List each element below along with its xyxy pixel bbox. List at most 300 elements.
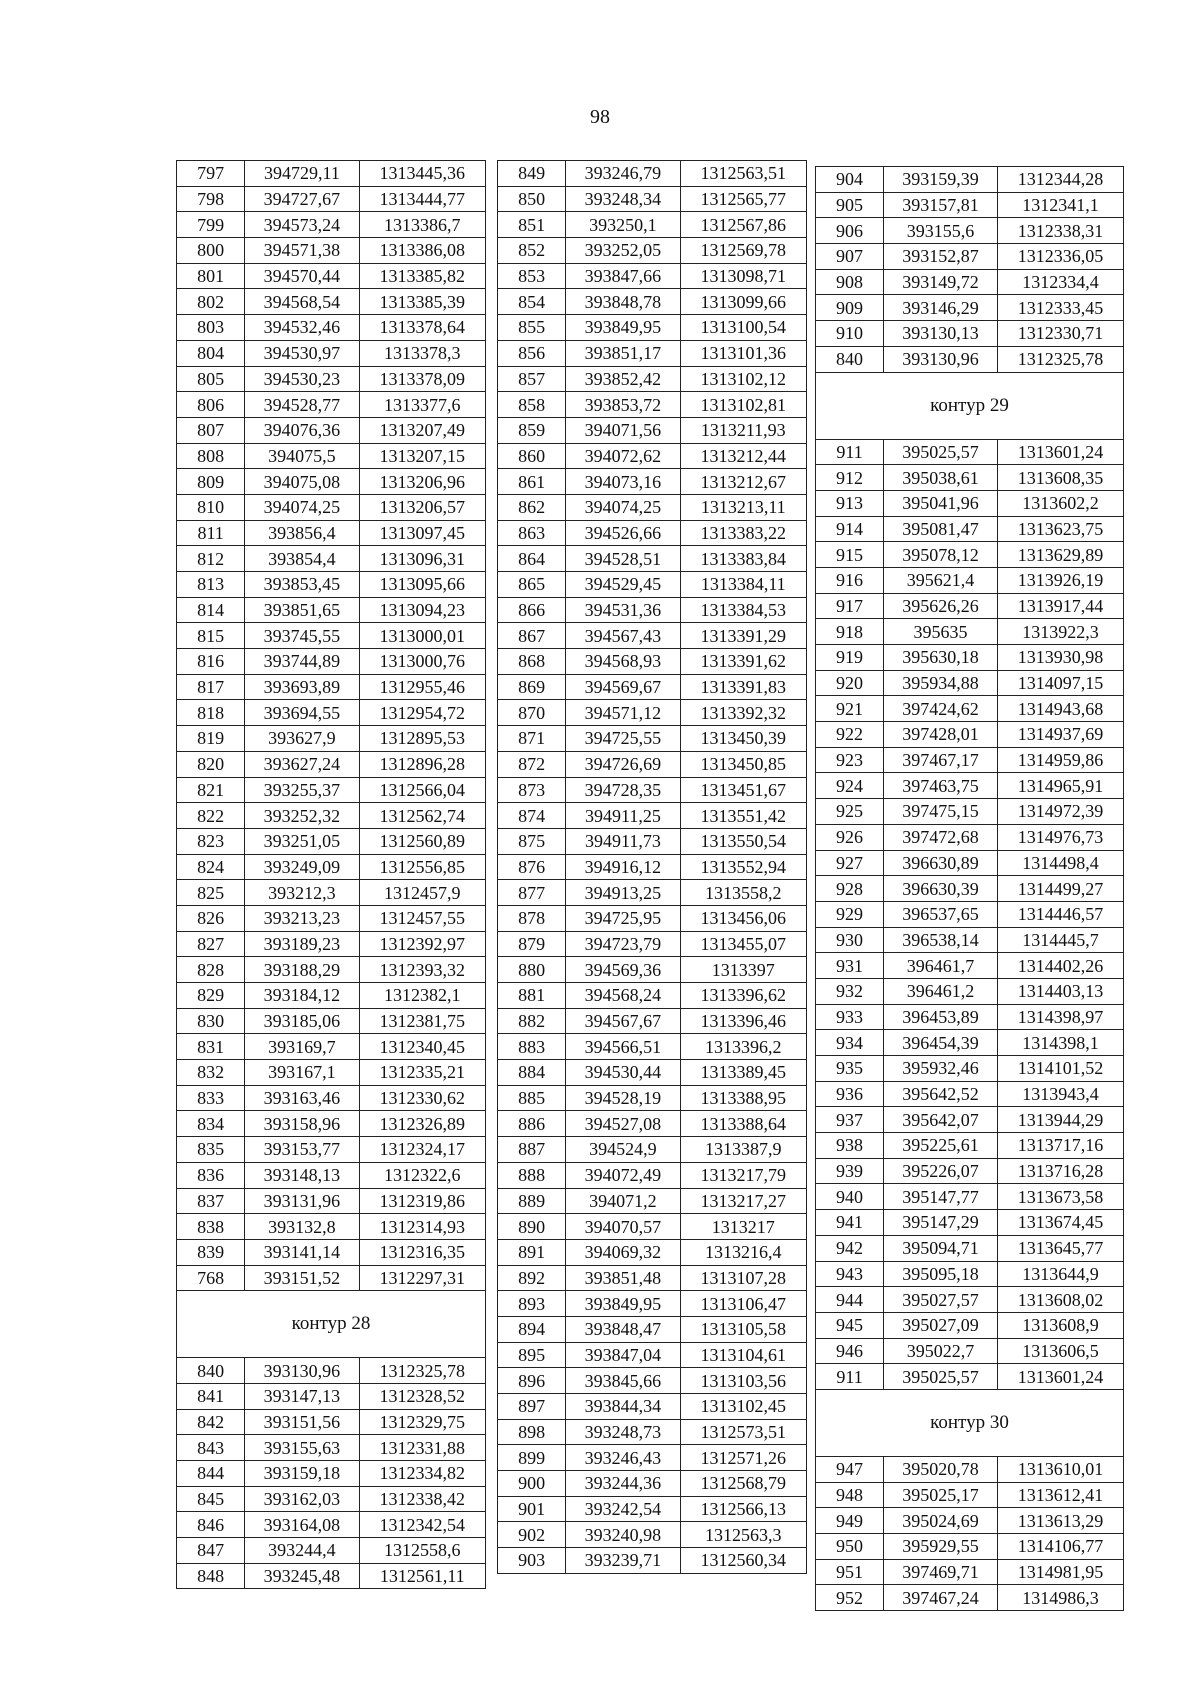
table-row <box>816 1004 1124 1030</box>
table-row <box>177 1034 486 1060</box>
y-coordinate-cell: 1313917,44 <box>997 593 1123 619</box>
point-number-cell: 843 <box>177 1435 245 1461</box>
point-number-cell: 880 <box>498 957 566 983</box>
x-coordinate-cell: 395025,57 <box>884 439 998 465</box>
y-coordinate-cell: 1313383,22 <box>680 520 806 546</box>
y-coordinate-cell: 1312338,31 <box>997 218 1123 244</box>
table-row <box>816 1133 1124 1159</box>
table-row <box>177 597 486 623</box>
x-coordinate-cell: 393132,8 <box>245 1214 359 1240</box>
table-row <box>498 1162 807 1188</box>
point-number-cell: 852 <box>498 238 566 264</box>
point-number-cell: 945 <box>816 1312 884 1338</box>
x-coordinate-cell: 393693,89 <box>245 674 359 700</box>
point-number-cell: 898 <box>498 1419 566 1445</box>
table-row <box>177 700 486 726</box>
x-coordinate-cell: 393147,13 <box>245 1383 359 1409</box>
table-row <box>177 1085 486 1111</box>
point-number-cell: 821 <box>177 777 245 803</box>
y-coordinate-cell: 1313716,28 <box>997 1158 1123 1184</box>
x-coordinate-cell: 395621,4 <box>884 567 998 593</box>
table-row <box>498 366 807 392</box>
point-number-cell: 908 <box>816 269 884 295</box>
page-number: 98 <box>590 106 610 128</box>
x-coordinate-cell: 394569,36 <box>566 957 680 983</box>
x-coordinate-cell: 393848,47 <box>566 1316 680 1342</box>
point-number-cell: 865 <box>498 572 566 598</box>
table-row <box>177 238 486 264</box>
y-coordinate-cell: 1313629,89 <box>997 542 1123 568</box>
table-row <box>177 623 486 649</box>
table-row <box>816 167 1124 193</box>
y-coordinate-cell: 1313387,9 <box>680 1137 806 1163</box>
x-coordinate-cell: 393847,66 <box>566 263 680 289</box>
table-row <box>816 1261 1124 1287</box>
table-row <box>177 392 486 418</box>
point-number-cell: 802 <box>177 289 245 315</box>
table-row <box>816 516 1124 542</box>
table-row <box>177 366 486 392</box>
y-coordinate-cell: 1313644,9 <box>997 1261 1123 1287</box>
point-number-cell: 874 <box>498 803 566 829</box>
point-number-cell: 803 <box>177 315 245 341</box>
point-number-cell: 840 <box>177 1358 245 1384</box>
table-row <box>498 1445 807 1471</box>
point-number-cell: 930 <box>816 927 884 953</box>
y-coordinate-cell: 1312558,6 <box>359 1538 485 1564</box>
point-number-cell: 808 <box>177 443 245 469</box>
y-coordinate-cell: 1314498,4 <box>997 850 1123 876</box>
table-row <box>177 1239 486 1265</box>
y-coordinate-cell: 1313217,27 <box>680 1188 806 1214</box>
y-coordinate-cell: 1313613,29 <box>997 1508 1123 1534</box>
y-coordinate-cell: 1312326,89 <box>359 1111 485 1137</box>
point-number-cell: 952 <box>816 1585 884 1611</box>
table-row <box>816 1534 1124 1560</box>
point-number-cell: 947 <box>816 1456 884 1482</box>
y-coordinate-cell: 1313104,61 <box>680 1342 806 1368</box>
point-number-cell: 875 <box>498 828 566 854</box>
x-coordinate-cell: 397475,15 <box>884 799 998 825</box>
x-coordinate-cell: 393852,42 <box>566 366 680 392</box>
point-number-cell: 904 <box>816 167 884 193</box>
x-coordinate-cell: 394571,38 <box>245 238 359 264</box>
y-coordinate-cell: 1313717,16 <box>997 1133 1123 1159</box>
table-row <box>177 1461 486 1487</box>
y-coordinate-cell: 1313216,4 <box>680 1239 806 1265</box>
point-number-cell: 861 <box>498 469 566 495</box>
point-number-cell: 910 <box>816 321 884 347</box>
table-row <box>816 696 1124 722</box>
x-coordinate-cell: 393130,96 <box>245 1358 359 1384</box>
y-coordinate-cell: 1313377,6 <box>359 392 485 418</box>
table-row <box>816 593 1124 619</box>
point-number-cell: 840 <box>816 346 884 372</box>
x-coordinate-cell: 393745,55 <box>245 623 359 649</box>
point-number-cell: 895 <box>498 1342 566 1368</box>
point-number-cell: 849 <box>498 161 566 187</box>
y-coordinate-cell: 1312297,31 <box>359 1265 485 1291</box>
table-row <box>498 957 807 983</box>
point-number-cell: 877 <box>498 880 566 906</box>
y-coordinate-cell: 1312562,74 <box>359 803 485 829</box>
x-coordinate-cell: 394069,32 <box>566 1239 680 1265</box>
coordinates-table <box>497 160 807 1574</box>
point-number-cell: 888 <box>498 1162 566 1188</box>
y-coordinate-cell: 1313217 <box>680 1214 806 1240</box>
x-coordinate-cell: 394911,73 <box>566 828 680 854</box>
x-coordinate-cell: 394570,44 <box>245 263 359 289</box>
table-row <box>498 1316 807 1342</box>
y-coordinate-cell: 1312325,78 <box>359 1358 485 1384</box>
table-row <box>498 546 807 572</box>
point-number-cell: 879 <box>498 931 566 957</box>
table-row <box>498 1111 807 1137</box>
y-coordinate-cell: 1313386,08 <box>359 238 485 264</box>
x-coordinate-cell: 393851,48 <box>566 1265 680 1291</box>
x-coordinate-cell: 394074,25 <box>245 494 359 520</box>
y-coordinate-cell: 1313444,77 <box>359 186 485 212</box>
y-coordinate-cell: 1313392,32 <box>680 700 806 726</box>
point-number-cell: 818 <box>177 700 245 726</box>
x-coordinate-cell: 393155,63 <box>245 1435 359 1461</box>
table-row <box>816 490 1124 516</box>
x-coordinate-cell: 394530,23 <box>245 366 359 392</box>
point-number-cell: 933 <box>816 1004 884 1030</box>
table-row <box>816 824 1124 850</box>
table-row <box>177 1435 486 1461</box>
point-number-cell: 913 <box>816 490 884 516</box>
x-coordinate-cell: 393744,89 <box>245 649 359 675</box>
y-coordinate-cell: 1314398,97 <box>997 1004 1123 1030</box>
point-number-cell: 859 <box>498 417 566 443</box>
table-row <box>498 1419 807 1445</box>
table-row <box>177 212 486 238</box>
coordinates-table-column-2 <box>497 160 807 1574</box>
table-row <box>498 1008 807 1034</box>
table-row <box>177 1265 486 1291</box>
x-coordinate-cell: 393627,9 <box>245 726 359 752</box>
x-coordinate-cell: 393851,65 <box>245 597 359 623</box>
x-coordinate-cell: 395095,18 <box>884 1261 998 1287</box>
x-coordinate-cell: 393252,32 <box>245 803 359 829</box>
table-row <box>498 315 807 341</box>
table-row <box>177 1137 486 1163</box>
y-coordinate-cell: 1313107,28 <box>680 1265 806 1291</box>
x-coordinate-cell: 395020,78 <box>884 1456 998 1482</box>
x-coordinate-cell: 393159,39 <box>884 167 998 193</box>
y-coordinate-cell: 1312331,88 <box>359 1435 485 1461</box>
table-row <box>177 340 486 366</box>
y-coordinate-cell: 1312392,97 <box>359 931 485 957</box>
x-coordinate-cell: 393240,98 <box>566 1522 680 1548</box>
y-coordinate-cell: 1313552,94 <box>680 854 806 880</box>
point-number-cell: 886 <box>498 1111 566 1137</box>
y-coordinate-cell: 1312573,51 <box>680 1419 806 1445</box>
x-coordinate-cell: 393255,37 <box>245 777 359 803</box>
table-row <box>498 674 807 700</box>
x-coordinate-cell: 393153,77 <box>245 1137 359 1163</box>
y-coordinate-cell: 1312325,78 <box>997 346 1123 372</box>
x-coordinate-cell: 396461,2 <box>884 978 998 1004</box>
y-coordinate-cell: 1313385,39 <box>359 289 485 315</box>
table-row <box>498 212 807 238</box>
y-coordinate-cell: 1313378,3 <box>359 340 485 366</box>
y-coordinate-cell: 1312334,82 <box>359 1461 485 1487</box>
x-coordinate-cell: 394729,11 <box>245 161 359 187</box>
table-row <box>816 645 1124 671</box>
x-coordinate-cell: 396461,7 <box>884 953 998 979</box>
point-number-cell: 931 <box>816 953 884 979</box>
x-coordinate-cell: 393854,4 <box>245 546 359 572</box>
point-number-cell: 878 <box>498 905 566 931</box>
point-number-cell: 882 <box>498 1008 566 1034</box>
point-number-cell: 899 <box>498 1445 566 1471</box>
table-row <box>498 572 807 598</box>
point-number-cell: 897 <box>498 1394 566 1420</box>
point-number-cell: 812 <box>177 546 245 572</box>
table-row <box>498 1137 807 1163</box>
x-coordinate-cell: 393164,08 <box>245 1512 359 1538</box>
x-coordinate-cell: 393212,3 <box>245 880 359 906</box>
point-number-cell: 816 <box>177 649 245 675</box>
point-number-cell: 905 <box>816 192 884 218</box>
y-coordinate-cell: 1314937,69 <box>997 722 1123 748</box>
table-row <box>816 1482 1124 1508</box>
x-coordinate-cell: 394072,62 <box>566 443 680 469</box>
y-coordinate-cell: 1313383,84 <box>680 546 806 572</box>
x-coordinate-cell: 395147,77 <box>884 1184 998 1210</box>
x-coordinate-cell: 393242,54 <box>566 1496 680 1522</box>
x-coordinate-cell: 393167,1 <box>245 1060 359 1086</box>
table-row <box>177 417 486 443</box>
point-number-cell: 869 <box>498 674 566 700</box>
y-coordinate-cell: 1312341,1 <box>997 192 1123 218</box>
point-number-cell: 801 <box>177 263 245 289</box>
point-number-cell: 949 <box>816 1508 884 1534</box>
table-row <box>816 747 1124 773</box>
x-coordinate-cell: 395078,12 <box>884 542 998 568</box>
y-coordinate-cell: 1314959,86 <box>997 747 1123 773</box>
table-row <box>177 1486 486 1512</box>
table-row <box>816 321 1124 347</box>
point-number-cell: 842 <box>177 1409 245 1435</box>
point-number-cell: 902 <box>498 1522 566 1548</box>
x-coordinate-cell: 394529,45 <box>566 572 680 598</box>
table-row <box>816 1312 1124 1338</box>
point-number-cell: 834 <box>177 1111 245 1137</box>
x-coordinate-cell: 393185,06 <box>245 1008 359 1034</box>
x-coordinate-cell: 394726,69 <box>566 751 680 777</box>
table-row <box>177 1214 486 1240</box>
x-coordinate-cell: 393131,96 <box>245 1188 359 1214</box>
table-row <box>177 469 486 495</box>
x-coordinate-cell: 394071,2 <box>566 1188 680 1214</box>
y-coordinate-cell: 1312340,45 <box>359 1034 485 1060</box>
x-coordinate-cell: 397472,68 <box>884 824 998 850</box>
table-row <box>816 1107 1124 1133</box>
y-coordinate-cell: 1313101,36 <box>680 340 806 366</box>
x-coordinate-cell: 394074,25 <box>566 494 680 520</box>
x-coordinate-cell: 394727,67 <box>245 186 359 212</box>
point-number-cell: 912 <box>816 465 884 491</box>
x-coordinate-cell: 394723,79 <box>566 931 680 957</box>
y-coordinate-cell: 1312316,35 <box>359 1239 485 1265</box>
point-number-cell: 941 <box>816 1210 884 1236</box>
section-header-row <box>816 1389 1124 1456</box>
x-coordinate-cell: 394725,95 <box>566 905 680 931</box>
y-coordinate-cell: 1312560,89 <box>359 828 485 854</box>
x-coordinate-cell: 395932,46 <box>884 1056 998 1082</box>
table-row <box>498 751 807 777</box>
y-coordinate-cell: 1313610,01 <box>997 1456 1123 1482</box>
y-coordinate-cell: 1314402,26 <box>997 953 1123 979</box>
table-row <box>498 931 807 957</box>
y-coordinate-cell: 1312381,75 <box>359 1008 485 1034</box>
x-coordinate-cell: 394567,67 <box>566 1008 680 1034</box>
table-row <box>177 880 486 906</box>
x-coordinate-cell: 394530,97 <box>245 340 359 366</box>
x-coordinate-cell: 394071,56 <box>566 417 680 443</box>
y-coordinate-cell: 1314106,77 <box>997 1534 1123 1560</box>
table-row <box>498 1342 807 1368</box>
point-number-cell: 876 <box>498 854 566 880</box>
x-coordinate-cell: 394528,19 <box>566 1085 680 1111</box>
table-row <box>816 1559 1124 1585</box>
x-coordinate-cell: 394524,9 <box>566 1137 680 1163</box>
y-coordinate-cell: 1313096,31 <box>359 546 485 572</box>
table-row <box>816 1456 1124 1482</box>
x-coordinate-cell: 394070,57 <box>566 1214 680 1240</box>
point-number-cell: 950 <box>816 1534 884 1560</box>
point-number-cell: 858 <box>498 392 566 418</box>
y-coordinate-cell: 1313396,2 <box>680 1034 806 1060</box>
table-row <box>177 1563 486 1589</box>
y-coordinate-cell: 1313388,64 <box>680 1111 806 1137</box>
y-coordinate-cell: 1313097,45 <box>359 520 485 546</box>
table-row <box>498 289 807 315</box>
table-row <box>498 494 807 520</box>
point-number-cell: 907 <box>816 244 884 270</box>
y-coordinate-cell: 1313100,54 <box>680 315 806 341</box>
y-coordinate-cell: 1314972,39 <box>997 799 1123 825</box>
table-row <box>177 1188 486 1214</box>
table-row <box>816 670 1124 696</box>
x-coordinate-cell: 394573,24 <box>245 212 359 238</box>
x-coordinate-cell: 393141,14 <box>245 1239 359 1265</box>
table-row <box>498 1522 807 1548</box>
x-coordinate-cell: 395226,07 <box>884 1158 998 1184</box>
x-coordinate-cell: 395027,09 <box>884 1312 998 1338</box>
x-coordinate-cell: 394728,35 <box>566 777 680 803</box>
point-number-cell: 900 <box>498 1471 566 1497</box>
table-row <box>816 773 1124 799</box>
x-coordinate-cell: 393188,29 <box>245 957 359 983</box>
x-coordinate-cell: 395041,96 <box>884 490 998 516</box>
y-coordinate-cell: 1313926,19 <box>997 567 1123 593</box>
y-coordinate-cell: 1313608,35 <box>997 465 1123 491</box>
y-coordinate-cell: 1314943,68 <box>997 696 1123 722</box>
point-number-cell: 925 <box>816 799 884 825</box>
x-coordinate-cell: 395027,57 <box>884 1287 998 1313</box>
point-number-cell: 811 <box>177 520 245 546</box>
point-number-cell: 948 <box>816 1482 884 1508</box>
x-coordinate-cell: 396538,14 <box>884 927 998 953</box>
x-coordinate-cell: 394076,36 <box>245 417 359 443</box>
table-row <box>816 1081 1124 1107</box>
table-row <box>498 1265 807 1291</box>
table-row <box>177 957 486 983</box>
x-coordinate-cell: 393159,18 <box>245 1461 359 1487</box>
table-row <box>177 1358 486 1384</box>
y-coordinate-cell: 1313550,54 <box>680 828 806 854</box>
table-row <box>177 494 486 520</box>
point-number-cell: 873 <box>498 777 566 803</box>
point-number-cell: 946 <box>816 1338 884 1364</box>
table-row <box>816 244 1124 270</box>
table-row <box>498 1291 807 1317</box>
point-number-cell: 921 <box>816 696 884 722</box>
x-coordinate-cell: 393151,56 <box>245 1409 359 1435</box>
y-coordinate-cell: 1313105,58 <box>680 1316 806 1342</box>
x-coordinate-cell: 395022,7 <box>884 1338 998 1364</box>
y-coordinate-cell: 1312328,52 <box>359 1383 485 1409</box>
y-coordinate-cell: 1312565,77 <box>680 186 806 212</box>
x-coordinate-cell: 393249,09 <box>245 854 359 880</box>
point-number-cell: 798 <box>177 186 245 212</box>
point-number-cell: 814 <box>177 597 245 623</box>
table-row <box>498 649 807 675</box>
point-number-cell: 833 <box>177 1085 245 1111</box>
y-coordinate-cell: 1312569,78 <box>680 238 806 264</box>
table-row <box>177 1538 486 1564</box>
y-coordinate-cell: 1313103,56 <box>680 1368 806 1394</box>
x-coordinate-cell: 393849,95 <box>566 1291 680 1317</box>
y-coordinate-cell: 1313674,45 <box>997 1210 1123 1236</box>
table-row <box>498 392 807 418</box>
y-coordinate-cell: 1312314,93 <box>359 1214 485 1240</box>
point-number-cell: 919 <box>816 645 884 671</box>
section-header-row <box>177 1291 486 1358</box>
x-coordinate-cell: 394526,66 <box>566 520 680 546</box>
x-coordinate-cell: 393162,03 <box>245 1486 359 1512</box>
x-coordinate-cell: 396630,39 <box>884 876 998 902</box>
point-number-cell: 934 <box>816 1030 884 1056</box>
coordinates-table <box>815 166 1124 1611</box>
point-number-cell: 903 <box>498 1548 566 1574</box>
table-row <box>816 1235 1124 1261</box>
table-row <box>498 880 807 906</box>
point-number-cell: 918 <box>816 619 884 645</box>
point-number-cell: 826 <box>177 905 245 931</box>
y-coordinate-cell: 1314986,3 <box>997 1585 1123 1611</box>
y-coordinate-cell: 1313455,07 <box>680 931 806 957</box>
y-coordinate-cell: 1313558,2 <box>680 880 806 906</box>
x-coordinate-cell: 395635 <box>884 619 998 645</box>
table-row <box>816 619 1124 645</box>
y-coordinate-cell: 1313944,29 <box>997 1107 1123 1133</box>
y-coordinate-cell: 1313608,9 <box>997 1312 1123 1338</box>
y-coordinate-cell: 1313930,98 <box>997 645 1123 671</box>
x-coordinate-cell: 393845,66 <box>566 1368 680 1394</box>
point-number-cell: 851 <box>498 212 566 238</box>
x-coordinate-cell: 397467,17 <box>884 747 998 773</box>
x-coordinate-cell: 397467,24 <box>884 1585 998 1611</box>
table-row <box>816 465 1124 491</box>
table-row <box>816 346 1124 372</box>
table-row <box>498 443 807 469</box>
y-coordinate-cell: 1312330,62 <box>359 1085 485 1111</box>
